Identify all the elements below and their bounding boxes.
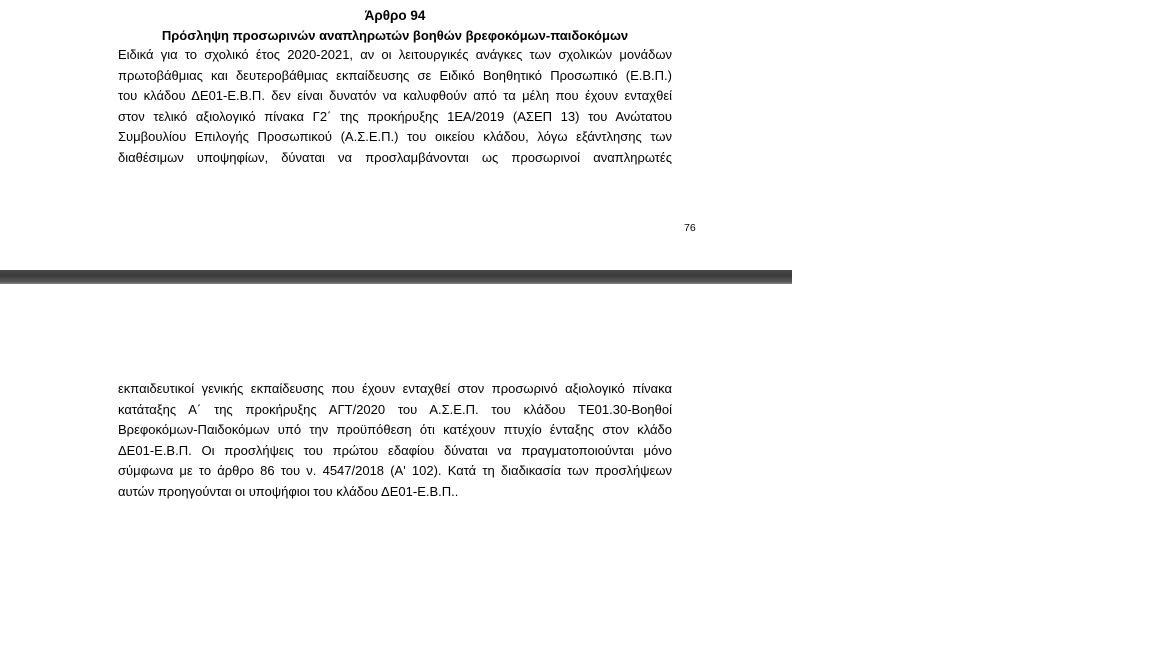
article-paragraph-page-1 xyxy=(118,45,672,169)
paragraph-line: διαθέσιμων υποψηφίων, δύναται να προσλαμβάνονται ως προσωρινοί αναπληρωτές xyxy=(118,149,672,165)
paragraph-line: Βρεφοκόμων-Παιδοκόμων υπό την προϋπόθεση ότι κατέχουν πτυχίο ένταξης στον κλάδο xyxy=(118,422,672,438)
paragraph-line: Συμβουλίου Επιλογής Προσωπικού (Α.Σ.Ε.Π.) του οικείου κλάδου, λόγω εξάντλησης των xyxy=(118,129,672,145)
paragraph-line: κατάταξης Α΄ της προκήρυξης ΑΓΤ/2020 του Α.Σ.Ε.Π. του κλάδου ΤΕ01.30-Βοηθοί xyxy=(118,401,672,417)
page-separator xyxy=(0,270,792,284)
paragraph-line: Ειδικά για το σχολικό έτος 2020-2021, αν οι λειτουργικές ανάγκες των σχολικών μονάδων xyxy=(118,47,672,62)
article-title: Άρθρο 94 xyxy=(364,8,426,23)
paragraph-line: στον τελικό αξιολογικό πίνακα Γ2΄ της προκήρυξης 1ΕΑ/2019 (ΑΣΕΠ 13) του Ανώτατου xyxy=(118,108,672,124)
article-subtitle: Πρόσληψη προσωρινών αναπληρωτών βοηθών βρεφοκόμων-παιδοκόμων xyxy=(161,28,629,43)
paragraph-line: αυτών προηγούνται οι υποψήφιοι του κλάδου ΔΕ01-Ε.Β.Π.. xyxy=(118,483,459,499)
document-page-top xyxy=(0,0,792,270)
paragraph-line: ΔΕ01-Ε.Β.Π. Οι προσλήψεις του πρώτου εδαφίου δύναται να πραγματοποιούνται μόνο xyxy=(118,442,672,458)
paragraph-line: εκπαιδευτικοί γενικής εκπαίδευσης που έχουν ενταχθεί στον προσωρινό αξιολογικό πίνακα xyxy=(118,381,672,396)
paragraph-line: του κλάδου ΔΕ01-Ε.Β.Π. δεν είναι δυνατόν να καλυφθούν από τα μέλη που έχουν ενταχθεί xyxy=(118,88,672,104)
paragraph-line: σύμφωνα με το άρθρο 86 του ν. 4547/2018 (Α' 102). Κατά τη διαδικασία των προσλήψεων xyxy=(118,463,672,479)
paragraph-line: πρωτοβάθμιας και δευτεροβάθμιας εκπαίδευσης σε Ειδικό Βοηθητικό Προσωπικό (Ε.Β.Π.) xyxy=(118,67,672,83)
page-number: 76 xyxy=(684,222,696,234)
article-paragraph-page-2 xyxy=(118,379,672,503)
